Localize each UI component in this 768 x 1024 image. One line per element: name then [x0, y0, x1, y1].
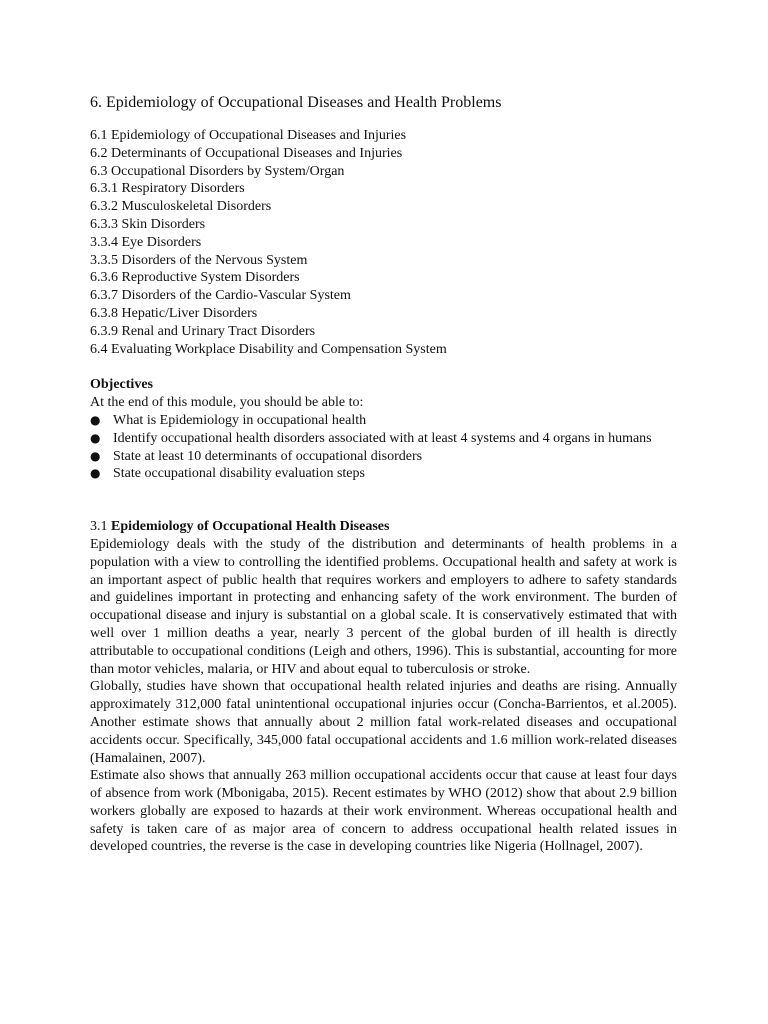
toc-item: 6.3.9 Renal and Urinary Tract Disorders — [90, 323, 316, 339]
objective-text: Identify occupational health disorders associated with at least 4 systems and 4 organs in humans — [113, 430, 652, 446]
section-title: Epidemiology of Occupational Health Diseases — [111, 519, 390, 535]
toc-item: 3.3.5 Disorders of the Nervous System — [90, 252, 308, 268]
bullet-icon: ● — [90, 412, 101, 427]
objective-text: State occupational disability evaluation steps — [113, 466, 365, 482]
objective-text: State at least 10 determinants of occupational disorders — [113, 448, 423, 464]
toc-item: 6.3.1 Respiratory Disorders — [90, 181, 245, 197]
table-of-contents — [90, 127, 677, 358]
objective-item — [90, 448, 677, 466]
bullet-icon: ● — [90, 430, 101, 445]
body-paragraph: Epidemiology deals with the study of the distribution and determinants of health problems in a population with a view to controlling the identified problems. Occupational health and safety at work is an important aspect of public health that requires workers and employers to adhere to safety standards and guidelines important in protecting and enhancing safety of the work environment. The burden of occupational disease and injury is substantial on a global scale. It is conservatively estimated that with well over 1 million deaths a year, nearly 3 percent of the global burden of ill health is directly attributable to occupational conditions (Leigh and others, 1996). This is substantial, accounting for more than motor vehicles, malaria, or HIV and about equal to tuberculosis or stroke. — [90, 536, 677, 677]
section-heading — [90, 518, 677, 536]
body-paragraph: Globally, studies have shown that occupational health related injuries and deaths are rising. Annually approximately 312,000 fatal unintentional occupational injuries occur (Concha-Barrientos, et al.2005). Another estimate shows that annually about 2 million fatal work-related diseases and occupational accidents occur. Specifically, 345,000 fatal occupational accidents and 1.6 million work-related diseases (Hamalainen, 2007). — [90, 679, 677, 766]
bullet-icon: ● — [90, 448, 101, 463]
spacer — [90, 483, 677, 518]
bullet-icon: ● — [90, 466, 101, 481]
objective-item — [90, 465, 677, 483]
toc-item: 6.2 Determinants of Occupational Diseases and Injuries — [90, 145, 403, 161]
objective-item — [90, 412, 677, 430]
section-number: 3.1 — [90, 519, 108, 535]
objectives-intro: At the end of this module, you should be able to: — [90, 395, 364, 411]
toc-item: 6.3.2 Musculoskeletal Disorders — [90, 199, 272, 215]
page-title: 6. Epidemiology of Occupational Diseases and Health Problems — [90, 94, 502, 111]
objective-text: What is Epidemiology in occupational health — [113, 412, 367, 428]
toc-item: 6.3.3 Skin Disorders — [90, 216, 206, 232]
spacer — [90, 358, 677, 376]
toc-item: 6.4 Evaluating Workplace Disability and Compensation System — [90, 341, 447, 357]
objectives-list — [90, 412, 677, 483]
body-paragraph: Estimate also shows that annually 263 million occupational accidents occur that cause at least four days of absence from work (Mbonigaba, 2015). Recent estimates by WHO (2012) show that about 2.9 billion workers globally are exposed to hazards at their work environment. Whereas occupational health and safety is taken care of as major area of concern to address occupational health related issues in developed countries, the reverse is the case in developing countries like Nigeria (Hollnagel, 2007). — [90, 768, 677, 855]
toc-item: 6.3 Occupational Disorders by System/Organ — [90, 163, 345, 179]
document-page — [90, 93, 677, 856]
toc-item: 6.3.7 Disorders of the Cardio-Vascular System — [90, 288, 351, 304]
toc-item: 6.1 Epidemiology of Occupational Diseases and Injuries — [90, 128, 407, 143]
toc-item: 6.3.8 Hepatic/Liver Disorders — [90, 305, 258, 321]
toc-item: 6.3.6 Reproductive System Disorders — [90, 270, 300, 286]
objective-item — [90, 430, 677, 448]
toc-item: 3.3.4 Eye Disorders — [90, 234, 202, 250]
objectives-heading: Objectives — [90, 377, 153, 393]
